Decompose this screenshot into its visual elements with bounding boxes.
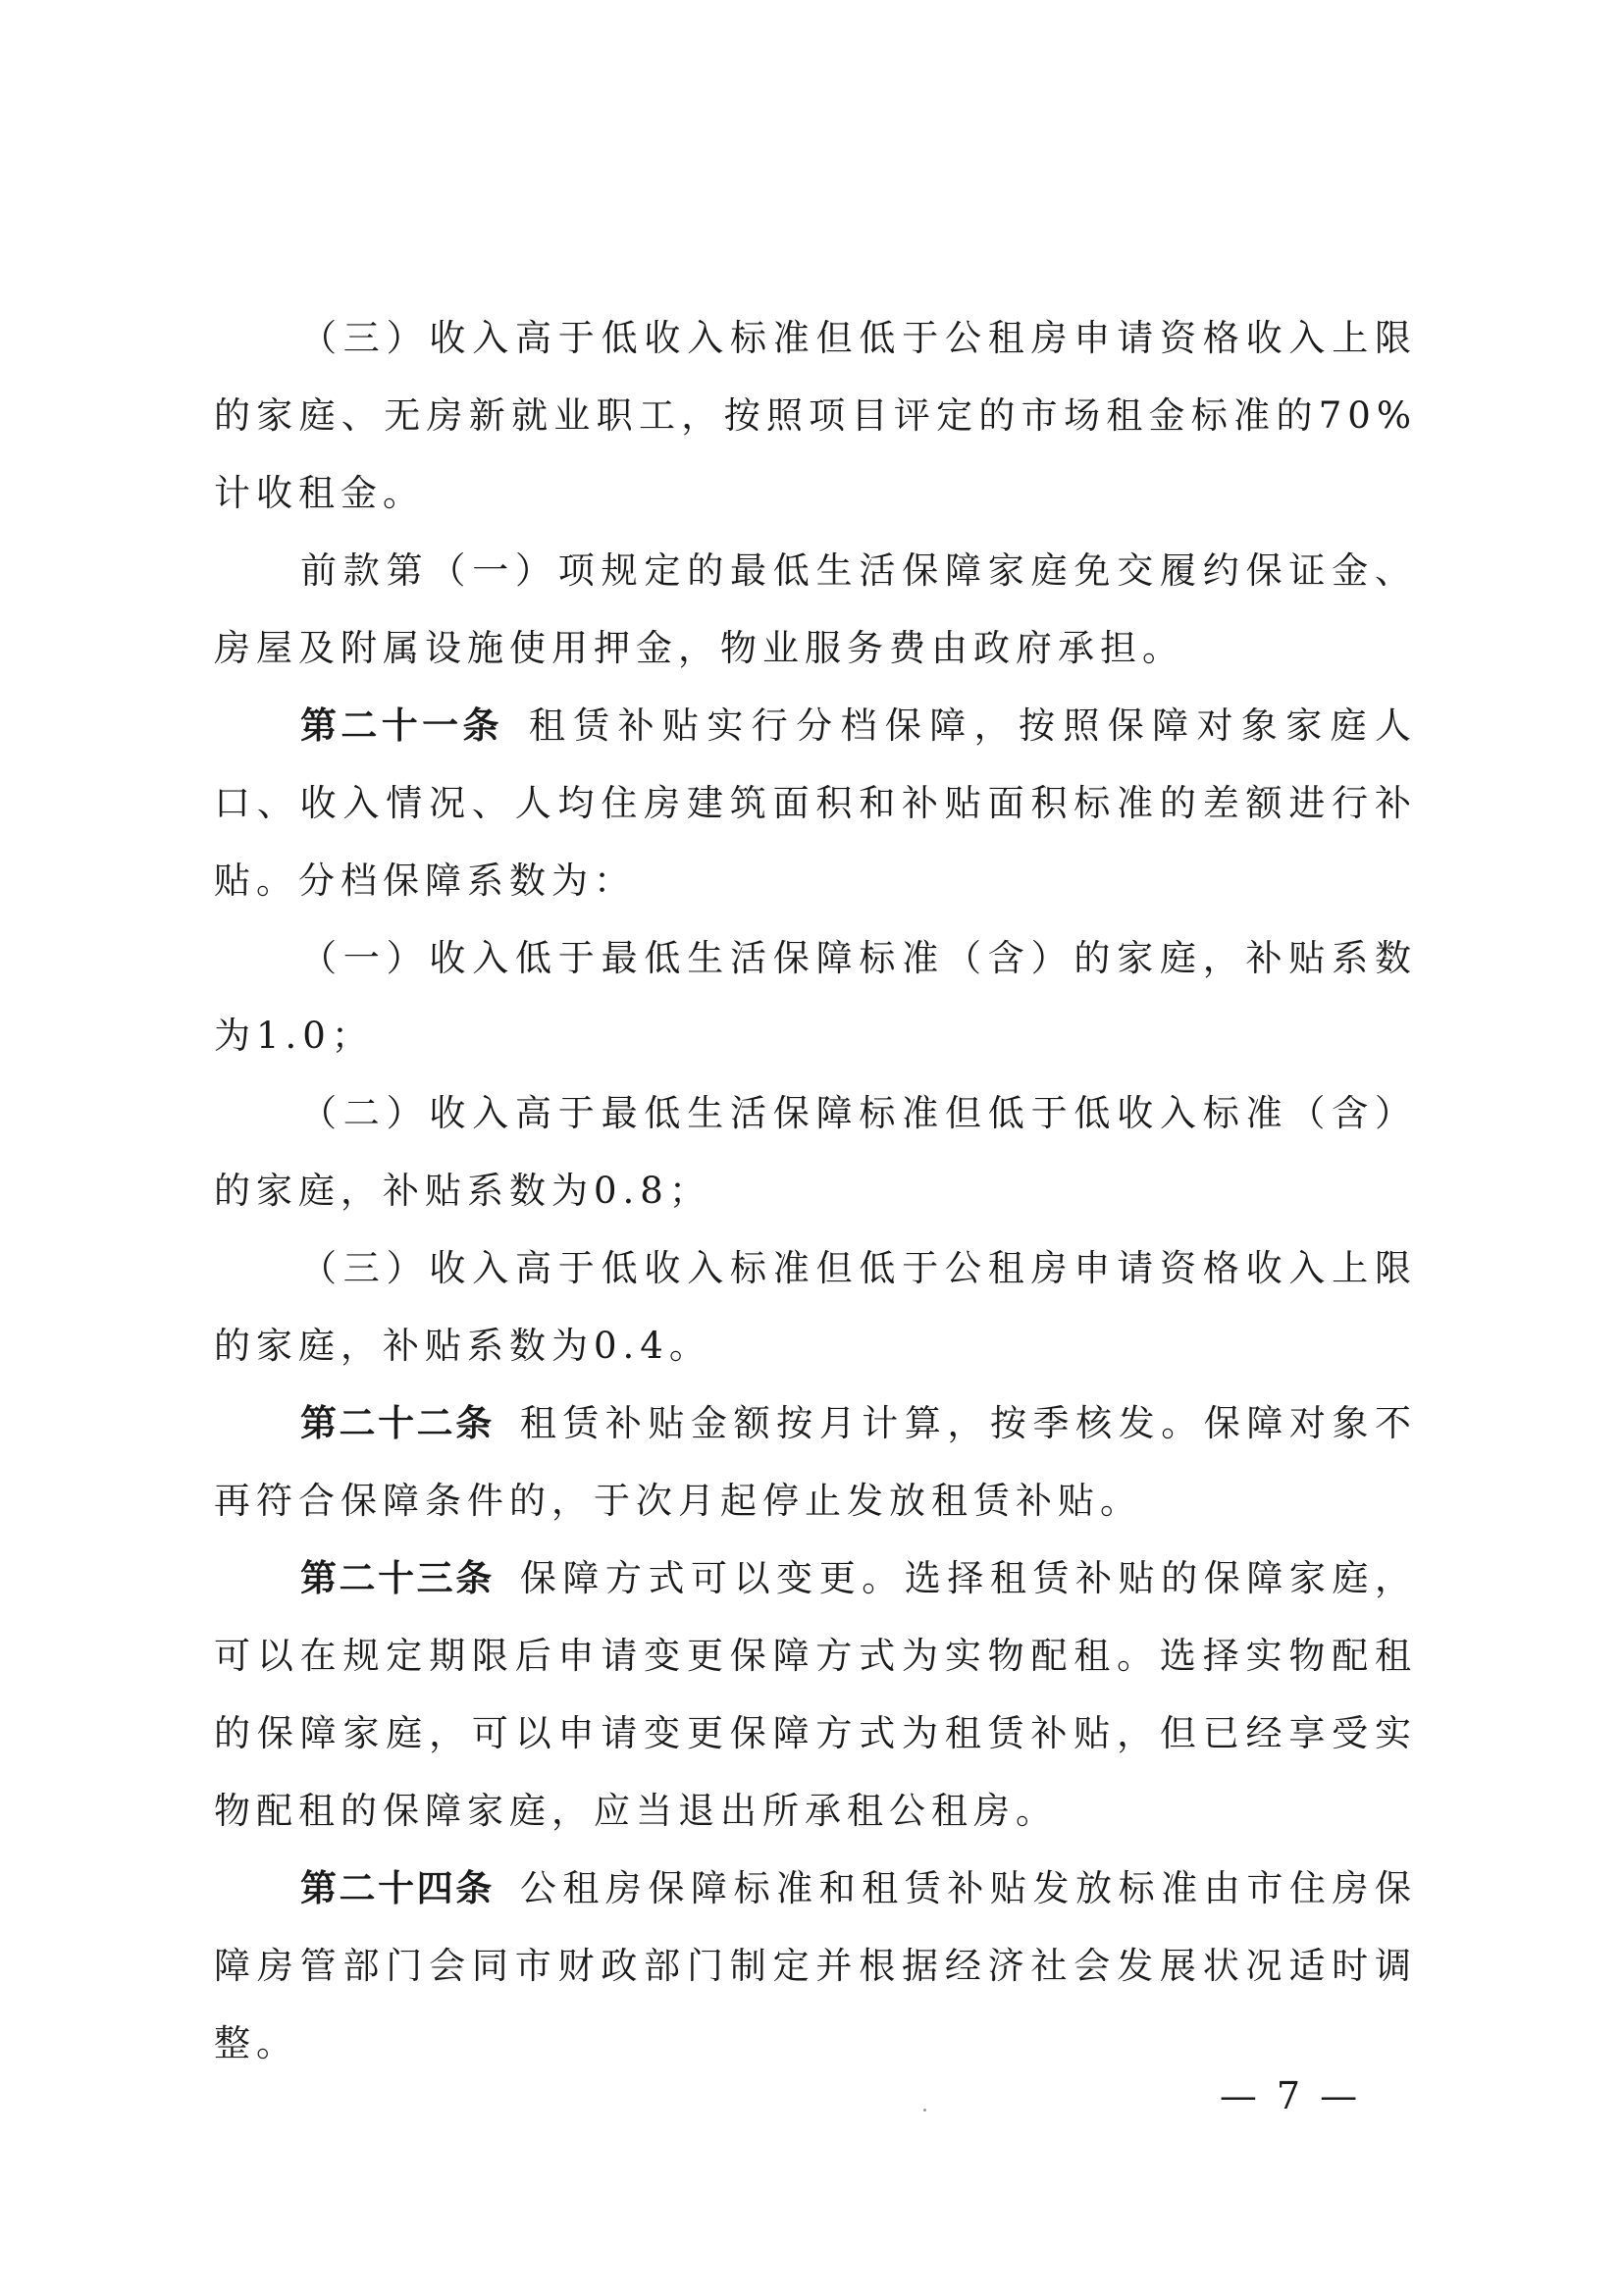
paragraph-text: 保障方式可以变更。选择租赁补贴的保障家庭，可以在规定期限后申请变更保障方式为实物配租。选择实物配租的保障家庭，可以申请变更保障方式为租赁补贴，但已经享受实物配租的保障家庭，应当退出所承租公租房。 <box>214 1557 1418 1832</box>
paragraph-text: （三）收入高于低收入标准但低于公租房申请资格收入上限的家庭，补贴系数为0.4。 <box>214 1247 1417 1367</box>
paragraph-text: 前款第（一）项规定的最低生活保障家庭免交履约保证金、房屋及附属设施使用押金，物业服务费由政府承担。 <box>214 549 1417 669</box>
paragraph-text: （二）收入高于最低生活保障标准但低于低收入标准（含）的家庭，补贴系数为0.8； <box>214 1092 1417 1212</box>
paragraph-text: （三）收入高于低收入标准但低于公租房申请资格收入上限的家庭、无房新就业职工，按照项目评定的市场租金标准的70%计收租金。 <box>214 317 1417 514</box>
paragraph <box>214 1384 1417 1539</box>
paragraph <box>214 687 1417 919</box>
paragraph-text: 租赁补贴金额按月计算，按季核发。保障对象不再符合保障条件的，于次月起停止发放租赁补贴。 <box>214 1402 1418 1522</box>
article-number: 第二十三条 <box>300 1557 495 1599</box>
paragraph <box>214 1074 1417 1229</box>
article-number: 第二十一条 <box>300 704 503 747</box>
page-number: — 7 — <box>1219 2074 1362 2117</box>
article-number: 第二十四条 <box>300 1867 495 1909</box>
paragraph <box>214 1539 1417 1850</box>
paragraph-text: 租赁补贴实行分档保障，按照保障对象家庭人口、收入情况、人均住房建筑面积和补贴面积标准的差额进行补贴。分档保障系数为： <box>214 704 1417 902</box>
scan-speck <box>923 2109 926 2112</box>
article-number: 第二十二条 <box>300 1402 495 1444</box>
paragraph <box>214 919 1417 1074</box>
document-body <box>214 299 1417 2082</box>
paragraph <box>214 532 1417 687</box>
paragraph-text: 公租房保障标准和租赁补贴发放标准由市住房保障房管部门会同市财政部门制定并根据经济社会发展状况适时调整。 <box>214 1867 1418 2064</box>
paragraph-text: （一）收入低于最低生活保障标准（含）的家庭，补贴系数为1.0； <box>214 937 1417 1057</box>
paragraph <box>214 299 1417 532</box>
paragraph <box>214 1229 1417 1384</box>
paragraph <box>214 1850 1417 2082</box>
